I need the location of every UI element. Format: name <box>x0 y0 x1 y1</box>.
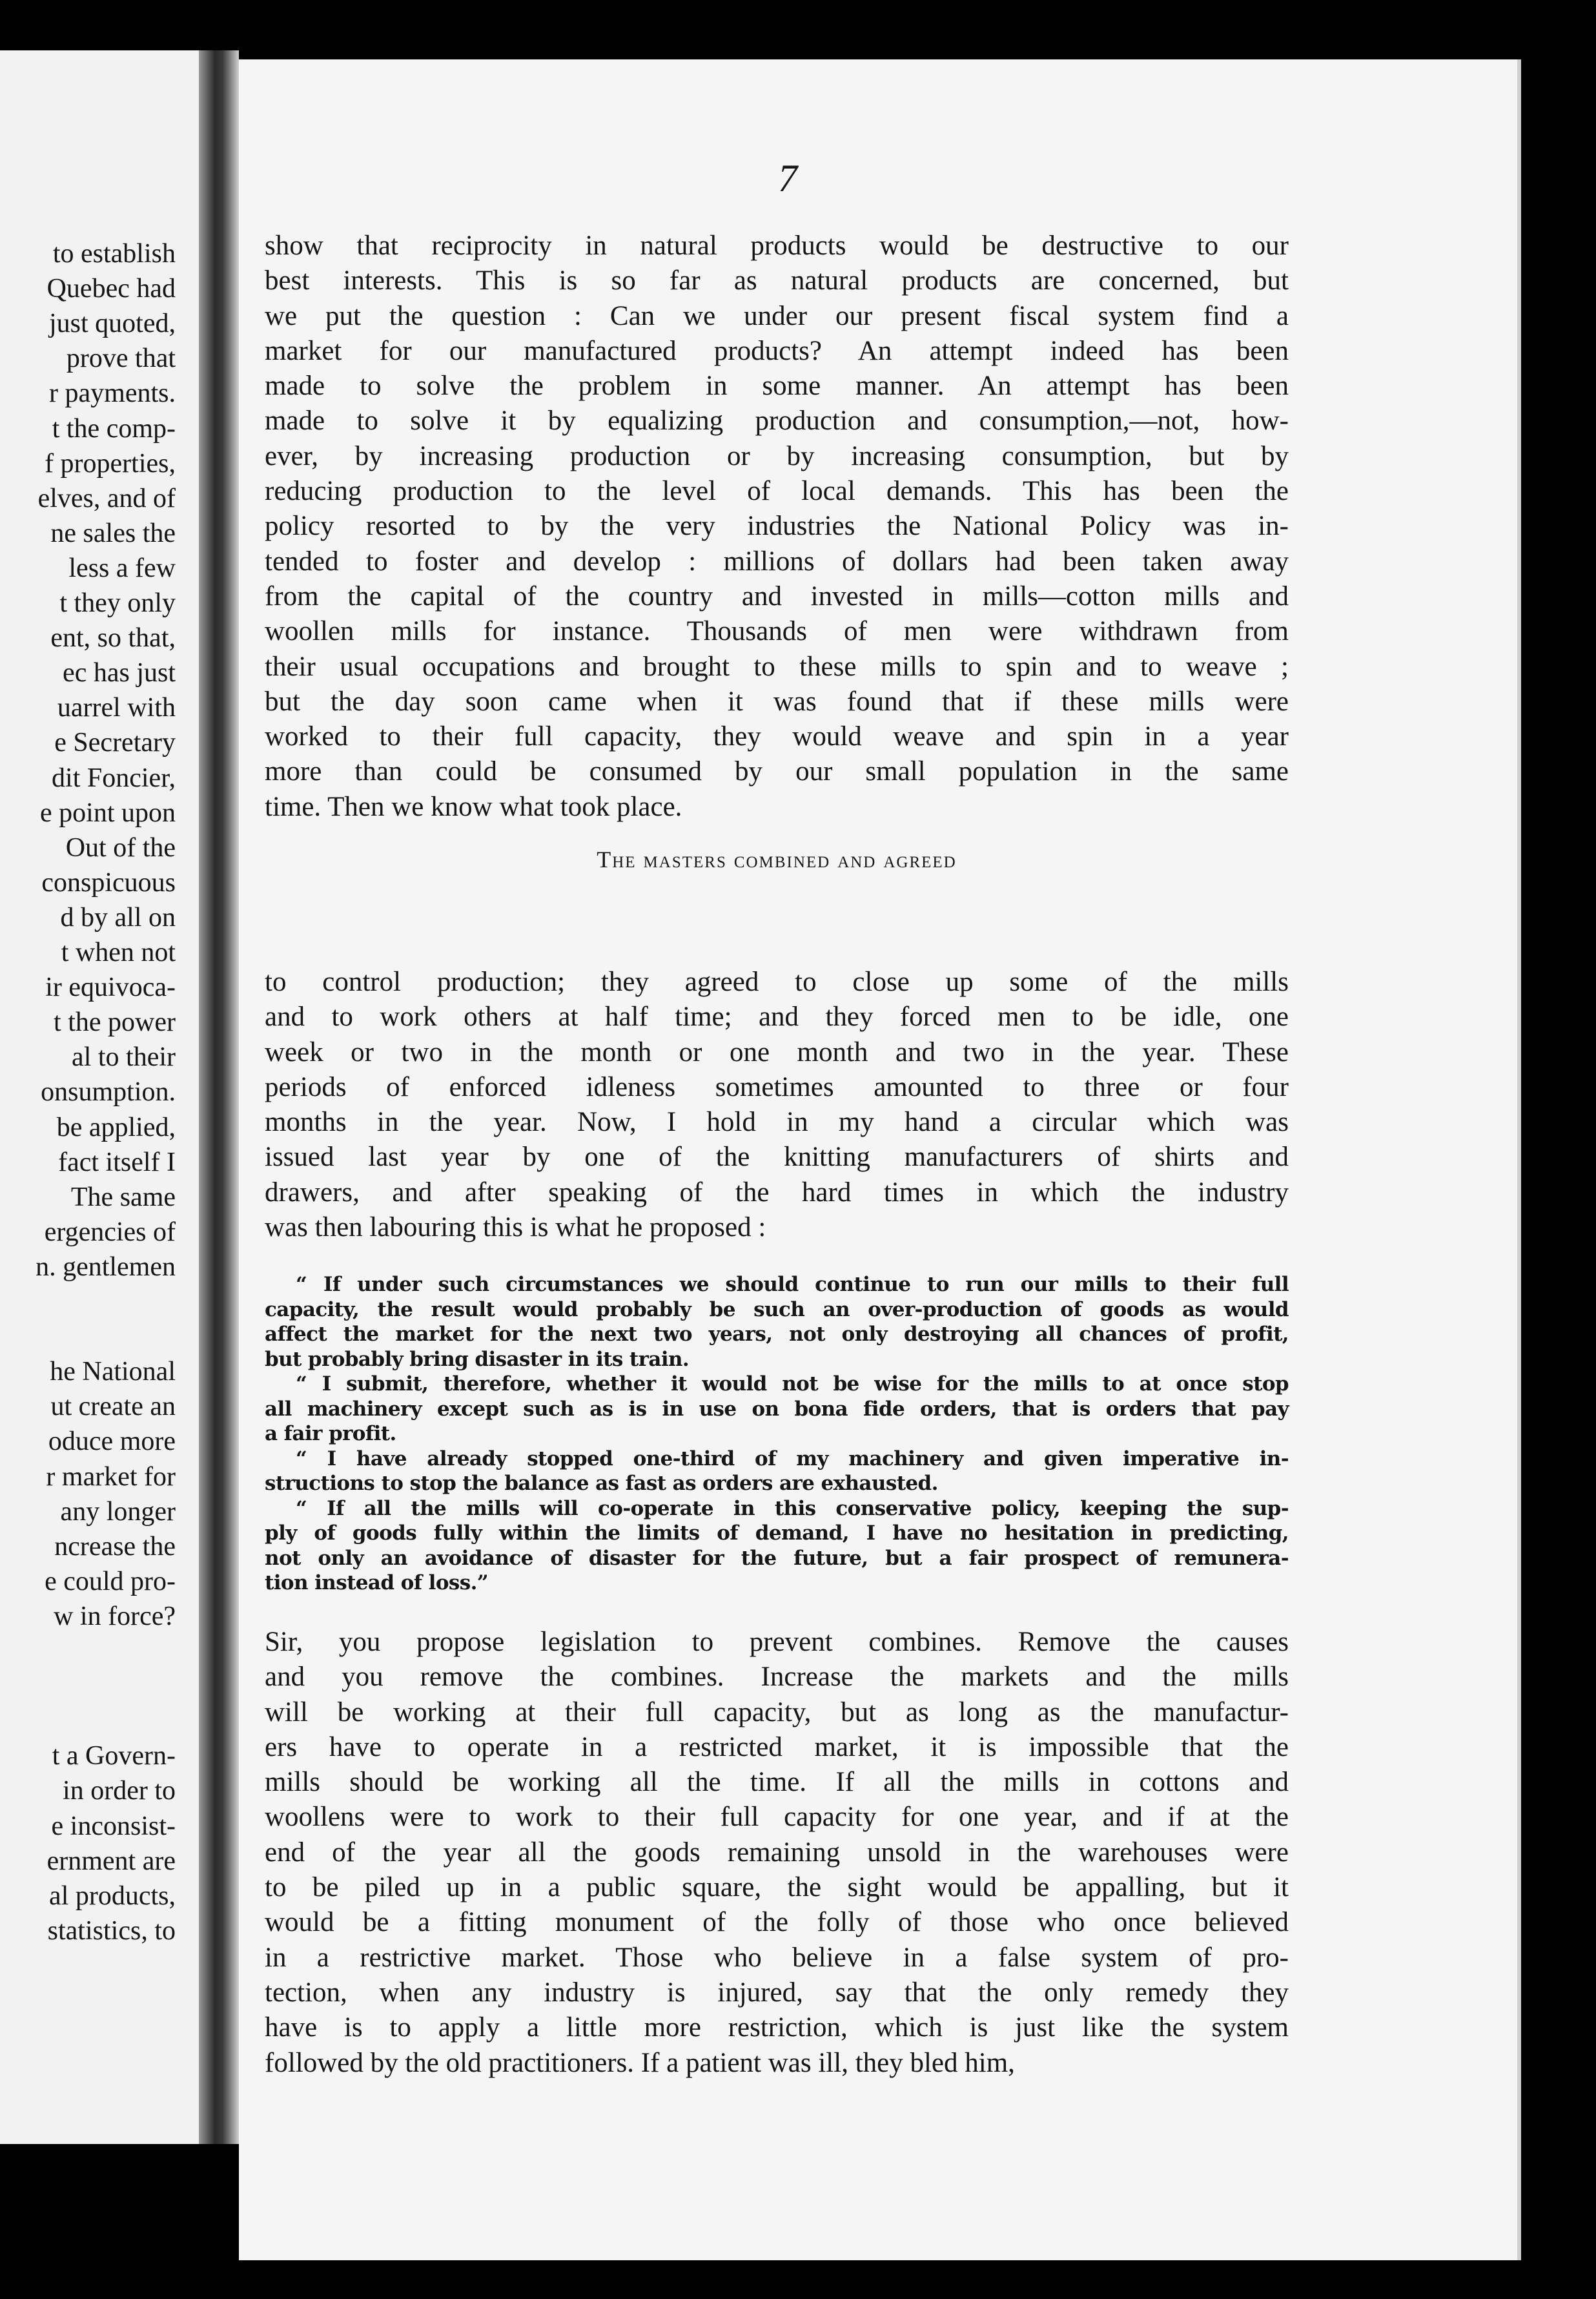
text-line: not only an avoidance of disaster for the future, but a fair prospect of remunera- <box>265 1546 1289 1570</box>
left-page-line: any longer <box>60 1496 176 1527</box>
left-page-line: ncrease the <box>54 1531 176 1562</box>
text-line: “ If all the mills will co-operate in this conservative policy, keeping the sup- <box>296 1496 1289 1520</box>
text-line: worked to their full capacity, they would weave and spin in a year <box>265 721 1289 752</box>
left-page-line: t the power <box>54 1007 176 1038</box>
text-line: time. Then we know what took place. <box>265 791 682 822</box>
left-page-line: ec has just <box>63 658 176 688</box>
text-line: tended to foster and develop : millions of dollars had been taken away <box>265 546 1289 577</box>
text-line: affect the market for the next two years, not only destroying all chances of profit, <box>265 1323 1289 1346</box>
text-line: “ I submit, therefore, whether it would not be wise for the mills to at once stop <box>296 1372 1289 1396</box>
previous-page-fragment <box>0 50 199 2144</box>
text-line: ever, by increasing production or by increasing consumption, but by <box>265 440 1289 471</box>
text-line: “ I have already stopped one-third of my machinery and given imperative in- <box>296 1447 1289 1470</box>
quoted-circular <box>265 1272 1289 1596</box>
left-page-line: e could pro- <box>45 1566 176 1596</box>
text-line: we put the question : Can we under our present fiscal system find a <box>265 300 1289 331</box>
text-line: Sir, you propose legislation to prevent combines. Remove the causes <box>265 1627 1289 1657</box>
text-line: months in the year. Now, I hold in my hand a circular which was <box>265 1107 1289 1138</box>
text-line: made to solve it by equalizing production and consumption,—not, how- <box>265 406 1289 437</box>
text-line: market for our manufactured products? An attempt indeed has been <box>265 335 1289 366</box>
left-page-line: onsumption. <box>41 1077 176 1108</box>
left-page-line: r market for <box>46 1461 176 1492</box>
left-page-line: t when not <box>61 938 176 967</box>
text-line: ply of goods fully within the limits of demand, I have no hesitation in predicting, <box>265 1521 1289 1545</box>
text-line: “ If under such circumstances we should continue to run our mills to their full <box>296 1273 1289 1296</box>
left-page-line: t the comp- <box>52 413 176 444</box>
text-line: from the capital of the country and invested in mills—cotton mills and <box>265 581 1289 612</box>
text-line: more than could be consumed by our small population in the same <box>265 756 1289 787</box>
text-line: have is to apply a little more restriction, which is just like the system <box>265 2012 1289 2043</box>
left-page-line: uarrel with <box>57 693 176 723</box>
text-line: end of the year all the goods remaining unsold in the warehouses were <box>265 1837 1289 1868</box>
text-line: in a restrictive market. Those who believe in a false system of pro- <box>265 1942 1289 1973</box>
text-line: show that reciprocity in natural products would be destructive to our <box>265 231 1289 261</box>
text-line: made to solve the problem in some manner. An attempt has been <box>265 371 1289 402</box>
text-line: woollens were to work to their full capacity for one year, and if at the <box>265 1802 1289 1833</box>
text-line: will be working at their full capacity, but as long as the manufactur- <box>265 1696 1289 1727</box>
text-line: drawers, and after speaking of the hard times in which the industry <box>265 1177 1289 1208</box>
text-line: their usual occupations and brought to these mills to spin and to weave ; <box>265 651 1289 682</box>
text-line: to be piled up in a public square, the sight would be appalling, but it <box>265 1872 1289 1903</box>
text-line: reducing production to the level of local demands. This has been the <box>265 476 1289 507</box>
left-page-line: e point upon <box>40 798 176 828</box>
text-line: but probably bring disaster in its train. <box>265 1347 690 1371</box>
text-line: to control production; they agreed to close up some of the mills <box>265 967 1289 997</box>
left-page-line: to establish <box>52 239 176 269</box>
left-page-line: r payments. <box>49 378 176 409</box>
left-page-line: ut create an <box>50 1392 176 1422</box>
text-line: but the day soon came when it was found that if these mills were <box>265 686 1289 717</box>
text-line: structions to stop the balance as fast as orders are exhausted. <box>265 1472 938 1495</box>
text-line: capacity, the result would probably be such an over-production of goods as would <box>265 1297 1289 1321</box>
text-line: and you remove the combines. Increase the markets and the mills <box>265 1662 1289 1693</box>
left-page-line: n. gentlemen <box>36 1252 176 1282</box>
text-line: all machinery except such as is in use on bona fide orders, that is orders that pay <box>265 1397 1289 1421</box>
left-page-line: Out of the <box>65 832 176 863</box>
page-number: 7 <box>778 157 797 200</box>
left-page-line: al products, <box>49 1881 176 1911</box>
text-line: policy resorted to by the very industries the National Policy was in- <box>265 511 1289 542</box>
left-page-line: less a few <box>68 553 176 583</box>
text-line: and to work others at half time; and they forced men to be idle, one <box>265 1002 1289 1033</box>
left-page-line: conspicuous <box>41 867 176 898</box>
paragraph-3 <box>265 1625 1289 2081</box>
text-line: issued last year by one of the knitting manufacturers of shirts and <box>265 1142 1289 1173</box>
text-line: tection, when any industry is injured, say that the only remedy they <box>265 1977 1289 2008</box>
left-page-line: w in force? <box>54 1601 176 1631</box>
left-page-line: e Secretary <box>54 728 176 758</box>
left-page-line: ergencies of <box>44 1217 176 1247</box>
left-page-line: d by all on <box>60 902 176 933</box>
text-line: a fair profit. <box>265 1422 396 1445</box>
document-page <box>239 59 1521 2260</box>
left-page-line: in order to <box>63 1776 176 1806</box>
paragraph-2 <box>265 965 1289 1245</box>
left-page-line: al to their <box>72 1042 176 1073</box>
left-page-line: ne sales the <box>50 518 176 548</box>
left-page-line: The same <box>70 1182 176 1212</box>
left-page-line: t a Govern- <box>52 1741 176 1771</box>
text-line: was then labouring this is what he proposed : <box>265 1212 766 1243</box>
text-line: week or two in the month or one month and two in the year. These <box>265 1036 1289 1067</box>
left-page-line: t they only <box>59 588 176 618</box>
left-page-line: e inconsist- <box>51 1811 176 1841</box>
book-gutter <box>199 50 239 2144</box>
text-line: periods of enforced idleness sometimes amounted to three or four <box>265 1071 1289 1102</box>
left-page-line: Quebec had <box>46 274 176 304</box>
left-page-line: fact itself I <box>58 1147 176 1177</box>
left-page-line: ernment are <box>46 1846 176 1876</box>
left-page-line: statistics, to <box>47 1915 176 1946</box>
left-page-line: elves, and of <box>37 483 176 513</box>
left-page-line: oduce more <box>48 1427 176 1457</box>
text-line: tion instead of loss.” <box>265 1571 489 1594</box>
text-line: mills should be working all the time. If all the mills in cottons and <box>265 1767 1289 1798</box>
left-page-line: f properties, <box>45 448 176 479</box>
left-page-line: prove that <box>66 344 176 374</box>
left-page-line: dit Foncier, <box>52 763 176 793</box>
text-line: woollen mills for instance. Thousands of men were withdrawn from <box>265 616 1289 647</box>
left-page-line: ent, so that, <box>50 623 176 654</box>
section-heading: The masters combined and agreed <box>597 847 957 872</box>
left-page-line: ir equivoca- <box>45 973 176 1003</box>
text-line: would be a fitting monument of the folly of those who once believed <box>265 1907 1289 1938</box>
paragraph-1 <box>265 229 1289 825</box>
left-page-line: just quoted, <box>49 309 176 339</box>
left-page-line: he National <box>50 1357 176 1387</box>
text-line: followed by the old practitioners. If a patient was ill, they bled him, <box>265 2047 1015 2078</box>
text-line: best interests. This is so far as natural products are concerned, but <box>265 265 1289 296</box>
left-page-line: be applied, <box>56 1112 176 1142</box>
text-line: ers have to operate in a restricted market, it is impossible that the <box>265 1731 1289 1762</box>
